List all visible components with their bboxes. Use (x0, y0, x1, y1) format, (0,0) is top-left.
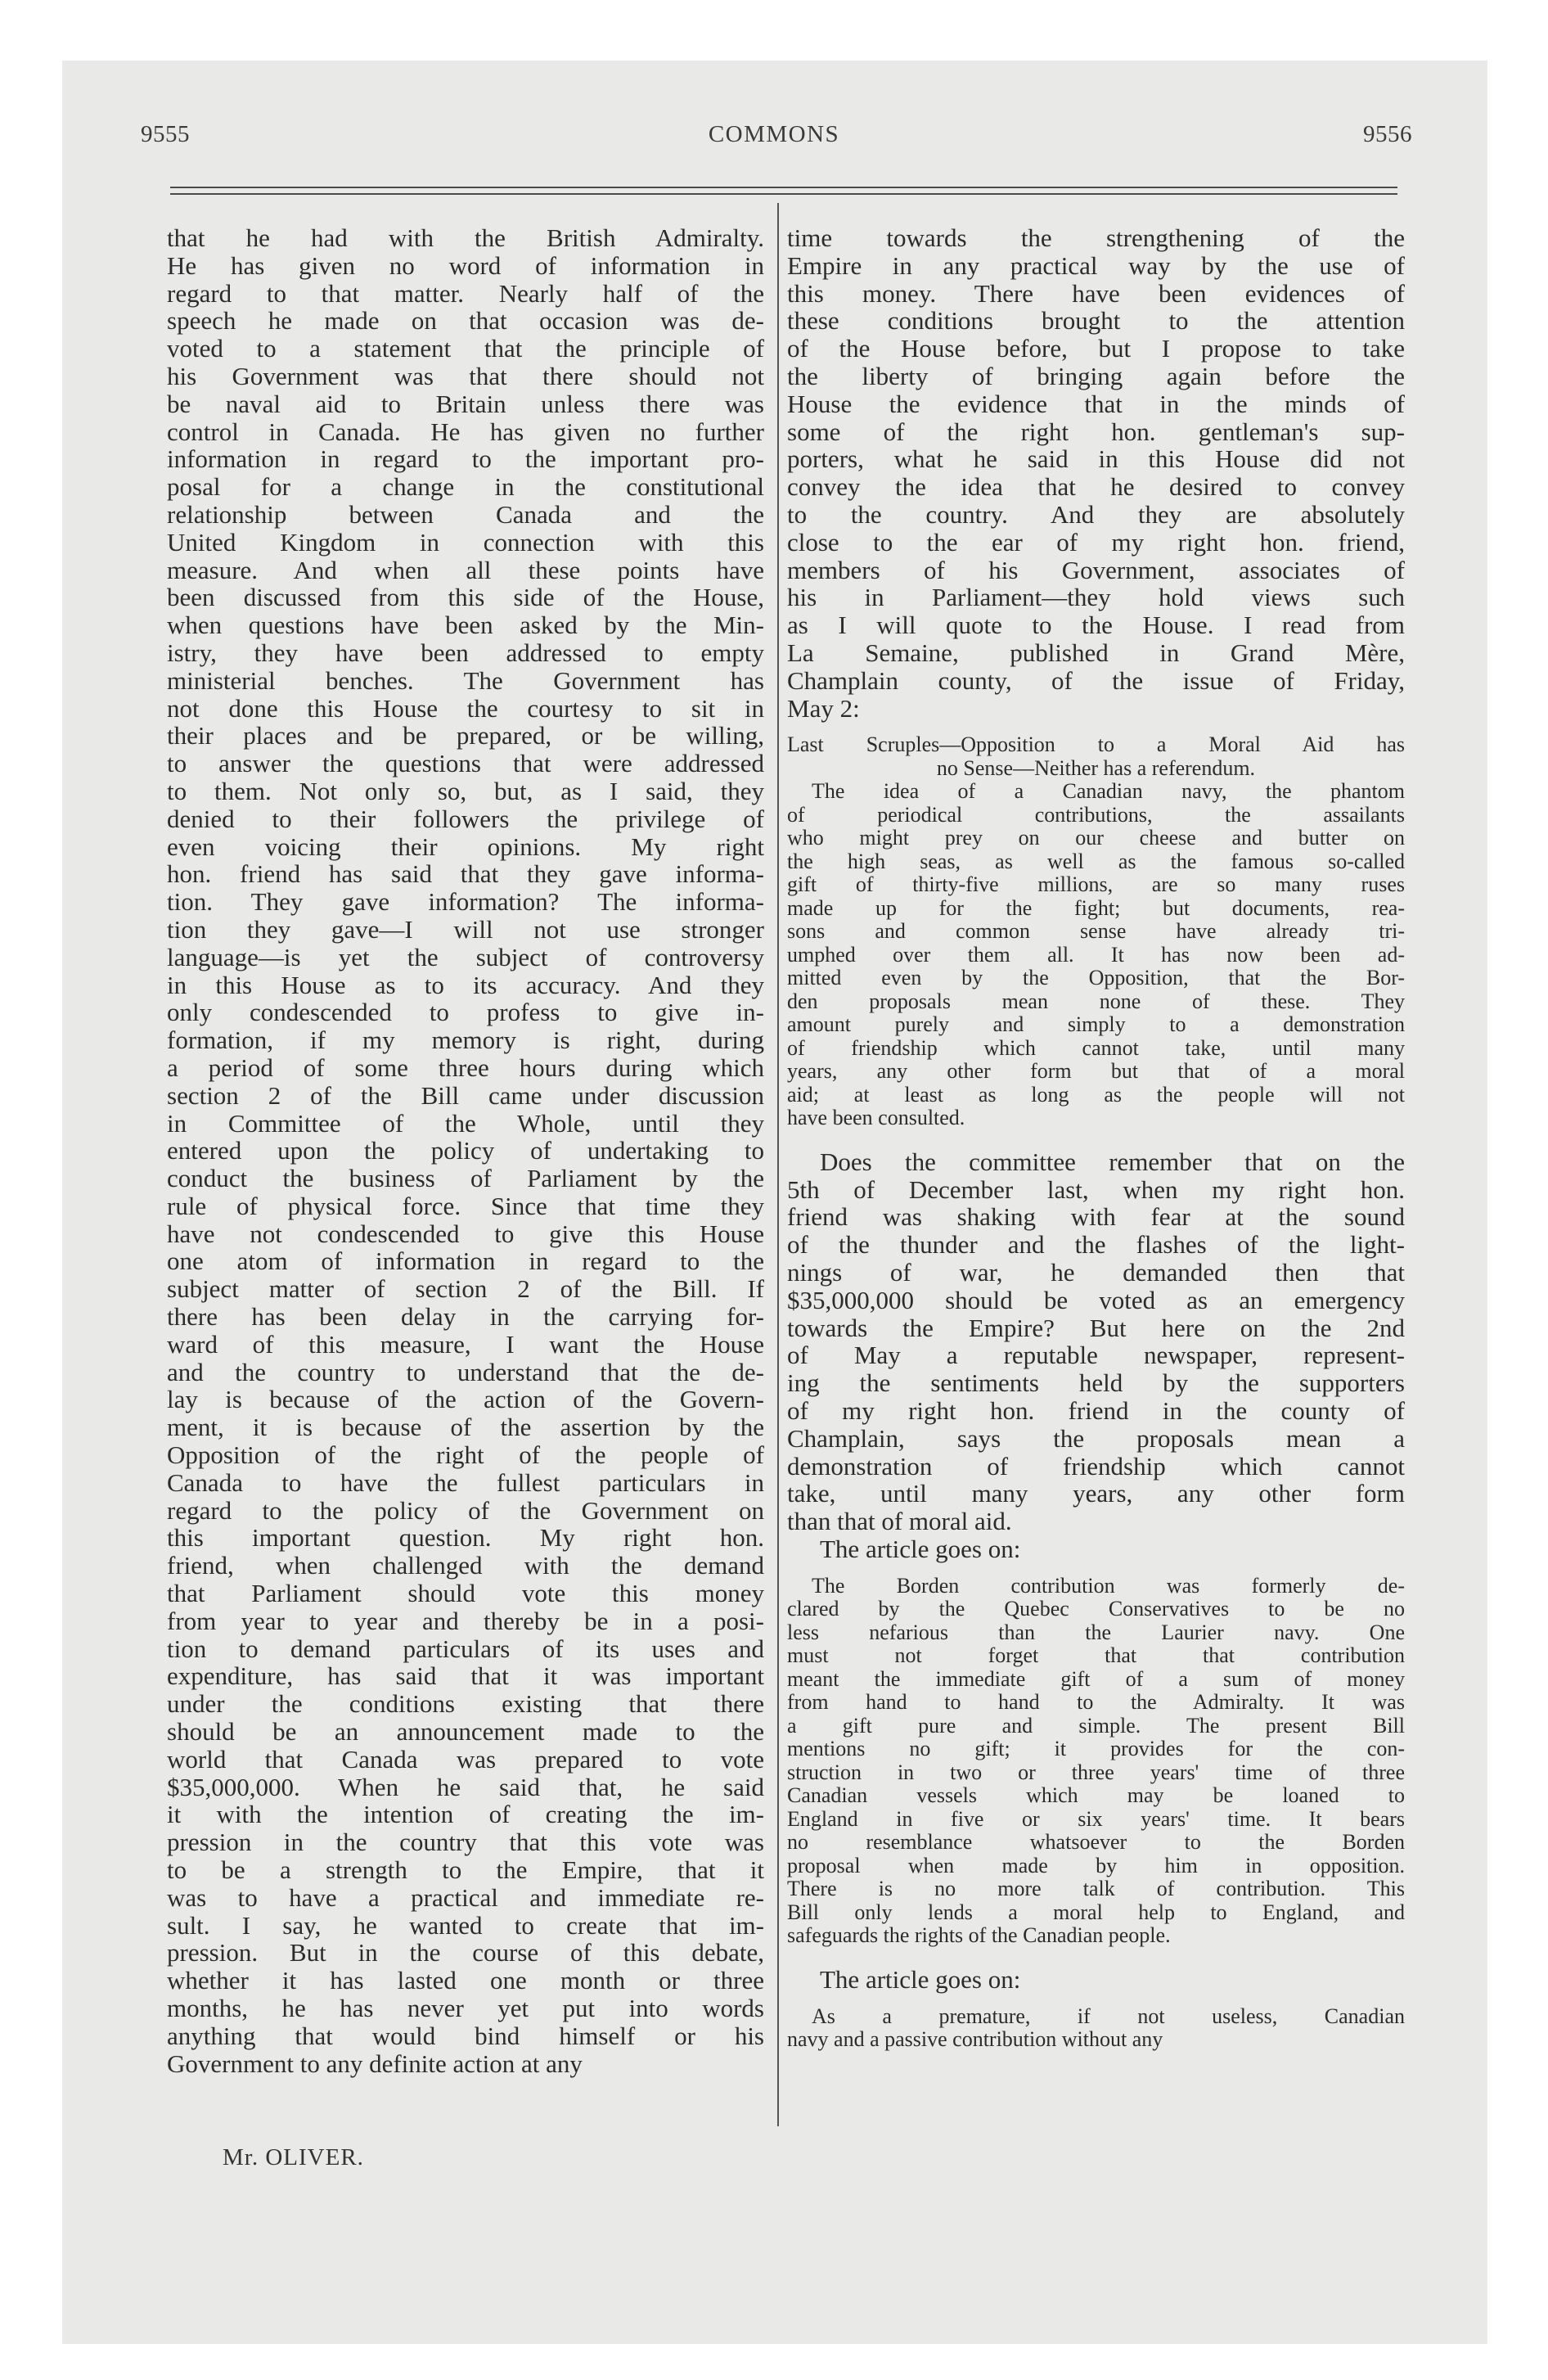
quote-line: clared by the Quebec Conservatives to be no (787, 1597, 1405, 1621)
quote-line: struction in two or three years' time of three (787, 1760, 1405, 1784)
text-line: section 2 of the Bill came under discussion (167, 1080, 764, 1110)
text-line: $35,000,000. When he said that, he said (167, 1772, 764, 1801)
text-line: to the country. And they are absolutely (787, 499, 1405, 529)
text-line: Government to any definite action at any (167, 2049, 583, 2078)
quote-line: a gift pure and simple. The present Bill (787, 1713, 1405, 1738)
spacer (787, 1563, 1405, 1575)
text-line: there has been delay in the carrying for- (167, 1302, 764, 1332)
quote-line: less nefarious than the Laurier navy. One (787, 1620, 1405, 1644)
text-line: to be a strength to the Empire, that it (167, 1855, 764, 1885)
text-line: ward of this measure, I want the House (167, 1329, 764, 1359)
quote-line: As a premature, if not useless, Canadian (812, 2004, 1405, 2028)
text-line: formation, if my memory is right, during (167, 1025, 764, 1055)
quote-line: mitted even by the Opposition, that the Bor- (787, 966, 1405, 990)
text-line: Champlain county, of the issue of Friday, (787, 665, 1405, 695)
text-line: these conditions brought to the attention (787, 306, 1405, 336)
text-line: to answer the questions that were addressed (167, 749, 764, 778)
text-line: towards the Empire? But here on the 2nd (787, 1313, 1405, 1342)
text-line: one atom of information in regard to the (167, 1246, 764, 1276)
text-line: Canada to have the fullest particulars in (167, 1467, 764, 1497)
speaker-tag: Mr. OLIVER. (223, 2144, 364, 2170)
text-line: expenditure, has said that it was important (167, 1661, 764, 1691)
text-line: time towards the strengthening of the (787, 223, 1405, 252)
text-line: a period of some three hours during which (167, 1053, 764, 1082)
text-line: regard to the policy of the Government on (167, 1495, 764, 1525)
text-line: should be an announcement made to the (167, 1717, 764, 1747)
text-line: from year to year and thereby be in a posi- (167, 1606, 764, 1635)
text-line: only condescended to profess to give in- (167, 998, 764, 1027)
text-line: this money. There have been evidences of (787, 278, 1405, 308)
text-line: United Kingdom in connection with this (167, 527, 764, 557)
quote-line: navy and a passive contribution without any (787, 2027, 1163, 2052)
text-line: in Committee of the Whole, until they (167, 1108, 764, 1138)
quote-line: amount purely and simply to a demonstration (787, 1012, 1405, 1037)
quote-line: The idea of a Canadian navy, the phantom (812, 779, 1405, 804)
header-rule (170, 187, 1397, 188)
text-line: May 2: (787, 693, 860, 723)
text-line: conduct the business of Parliament by the (167, 1164, 764, 1193)
text-line: He has given no word of information in (167, 250, 764, 280)
text-line: denied to their followers the privilege of (167, 804, 764, 833)
text-line: that Parliament should vote this money (167, 1579, 764, 1608)
text-line: tion to demand particulars of its uses and (167, 1634, 764, 1663)
left-page-number: 9555 (141, 121, 190, 147)
quote-line: no resemblance whatsoever to the Borden (787, 1830, 1405, 1855)
text-line: Does the committee remember that on the (820, 1147, 1405, 1176)
quote-line: proposal when made by him in opposition. (787, 1853, 1405, 1877)
text-line: posal for a change in the constitutional (167, 472, 764, 502)
quote-heading-line: Last Scruples—Opposition to a Moral Aid has (787, 732, 1405, 757)
spacer (787, 722, 1405, 733)
quote-line: who might prey on our cheese and butter on (787, 826, 1405, 850)
header-rule (170, 193, 1397, 195)
quote-line: Bill only lends a moral help to England, and (787, 1900, 1405, 1924)
text-line: $35,000,000 should be voted as an emergency (787, 1285, 1405, 1314)
text-line: it with the intention of creating the im- (167, 1800, 764, 1829)
text-line: tion they gave—I will not use stronger (167, 914, 764, 944)
quote-line: mentions no gift; it provides for the con- (787, 1737, 1405, 1761)
text-line: members of his Government, associates of (787, 555, 1405, 584)
text-line: of May a reputable newspaper, represent- (787, 1341, 1405, 1370)
quote-line: of periodical contributions, the assailants (787, 802, 1405, 827)
quote-line: England in five or six years' time. It bears (787, 1806, 1405, 1831)
running-head-title: COMMONS (708, 121, 840, 147)
spacer (787, 1994, 1405, 2005)
spacer (787, 1948, 1405, 1966)
text-line: nings of war, he demanded then that (787, 1258, 1405, 1287)
text-line: subject matter of section 2 of the Bill. If (167, 1274, 764, 1304)
quote-line: There is no more talk of contribution. This (787, 1877, 1405, 1901)
left-column (167, 224, 764, 2077)
text-line: months, he has never yet put into words (167, 1994, 764, 2022)
quote-heading-line: no Sense—Neither has a referendum. (936, 755, 1256, 780)
quote-line: of friendship which cannot take, until many (787, 1035, 1405, 1060)
text-line: relationship between Canada and the (167, 499, 764, 529)
text-line: anything that would bind himself or his (167, 2021, 764, 2050)
text-line: be naval aid to Britain unless there was (167, 389, 764, 418)
text-line: 5th of December last, when my right hon. (787, 1174, 1405, 1204)
article-goes-on: The article goes on: (820, 1964, 1021, 1994)
quote-line: from hand to hand to the Admiralty. It was (787, 1690, 1405, 1715)
right-page-number: 9556 (1363, 121, 1412, 147)
text-line: hon. friend has said that they gave informa- (167, 859, 764, 889)
text-line: his in Parliament—they hold views such (787, 583, 1405, 612)
text-line: ment, it is because of the assertion by the (167, 1413, 764, 1442)
text-line: ing the sentiments held by the supporters (787, 1368, 1405, 1398)
text-line: and the country to understand that the de- (167, 1357, 764, 1386)
quote-line: umphed over them all. It has now been ad- (787, 942, 1405, 967)
text-line: Champlain, says the proposals mean a (787, 1423, 1405, 1453)
text-line: speech he made on that occasion was de- (167, 306, 764, 336)
quote-line: Canadian vessels which may be loaned to (787, 1783, 1405, 1808)
text-line: his Government was that there should not (167, 361, 764, 390)
text-line: their places and be prepared, or be willing, (167, 721, 764, 751)
text-line: Opposition of the right of the people of (167, 1440, 764, 1470)
text-line: this important question. My right hon. (167, 1523, 764, 1553)
text-line: close to the ear of my right hon. friend, (787, 527, 1405, 557)
text-line: demonstration of friendship which cannot (787, 1451, 1405, 1481)
text-line: of the House before, but I propose to take (787, 334, 1405, 363)
text-line: than that of moral aid. (787, 1507, 1012, 1536)
text-line: La Semaine, published in Grand Mère, (787, 638, 1405, 667)
quote-line: gift of thirty-five millions, are so many ruses (787, 872, 1405, 897)
column-divider (777, 203, 779, 2126)
text-line: not done this House the courtesy to sit in (167, 693, 764, 723)
text-line: under the conditions existing that there (167, 1689, 764, 1719)
text-line: ministerial benches. The Government has (167, 665, 764, 695)
text-line: whether it has lasted one month or three (167, 1966, 764, 1995)
text-line: some of the right hon. gentleman's sup- (787, 417, 1405, 446)
text-line: that he had with the British Admiralty. (167, 223, 764, 252)
text-line: of my right hon. friend in the county of (787, 1396, 1405, 1426)
text-line: entered upon the policy of undertaking to (167, 1136, 764, 1165)
text-line: House the evidence that in the minds of (787, 389, 1405, 418)
text-line: been discussed from this side of the House, (167, 583, 764, 612)
text-line: porters, what he said in this House did not (787, 444, 1405, 474)
text-line: control in Canada. He has given no further (167, 417, 764, 446)
text-line: even voicing their opinions. My right (167, 832, 764, 861)
text-line: pression in the country that this vote was (167, 1828, 764, 1857)
text-line: voted to a statement that the principle of (167, 334, 764, 363)
text-line: when questions have been asked by the Min- (167, 611, 764, 640)
text-line: tion. They gave information? The informa- (167, 887, 764, 917)
text-line: Empire in any practical way by the use of (787, 250, 1405, 280)
quote-line: aid; at least as long as the people will not (787, 1082, 1405, 1107)
quote-line: made up for the fight; but documents, rea- (787, 895, 1405, 920)
text-line: to them. Not only so, but, as I said, they (167, 776, 764, 805)
article-goes-on: The article goes on: (820, 1535, 1021, 1563)
text-line: rule of physical force. Since that time they (167, 1191, 764, 1220)
text-line: regard to that matter. Nearly half of the (167, 278, 764, 308)
text-line: take, until many years, any other form (787, 1479, 1405, 1508)
text-line: was to have a practical and immediate re- (167, 1882, 764, 1912)
quote-line: must not forget that that contribution (787, 1643, 1405, 1668)
text-line: pression. But in the course of this debate, (167, 1938, 764, 1968)
text-line: friend was shaking with fear at the sound (787, 1202, 1405, 1232)
quote-line: have been consulted. (787, 1106, 965, 1130)
quote-line: years, any other form but that of a moral (787, 1059, 1405, 1084)
quote-line: den proposals mean none of these. They (787, 989, 1405, 1013)
text-line: lay is because of the action of the Govern- (167, 1385, 764, 1414)
text-line: language—is yet the subject of controversy (167, 942, 764, 971)
text-line: friend, when challenged with the demand (167, 1551, 764, 1580)
quote-line: safeguards the rights of the Canadian people. (787, 1923, 1171, 1948)
text-line: as I will quote to the House. I read from (787, 611, 1405, 640)
spacer (787, 1130, 1405, 1148)
text-line: measure. And when all these points have (167, 555, 764, 584)
text-line: have not condescended to give this House (167, 1219, 764, 1248)
text-line: the liberty of bringing again before the (787, 361, 1405, 390)
text-line: information in regard to the important pro- (167, 444, 764, 474)
right-column (787, 224, 1405, 2052)
text-line: in this House as to its accuracy. And they (167, 970, 764, 999)
text-line: world that Canada was prepared to vote (167, 1744, 764, 1774)
text-line: istry, they have been addressed to empty (167, 638, 764, 667)
quote-line: The Borden contribution was formerly de- (812, 1573, 1405, 1598)
quote-line: the high seas, as well as the famous so-called (787, 849, 1405, 873)
quote-line: sons and common sense have already tri- (787, 919, 1405, 944)
text-line: of the thunder and the flashes of the light- (787, 1230, 1405, 1260)
quote-line: meant the immediate gift of a sum of money (787, 1666, 1405, 1691)
text-line: convey the idea that he desired to convey (787, 472, 1405, 502)
text-line: sult. I say, he wanted to create that im- (167, 1910, 764, 1940)
